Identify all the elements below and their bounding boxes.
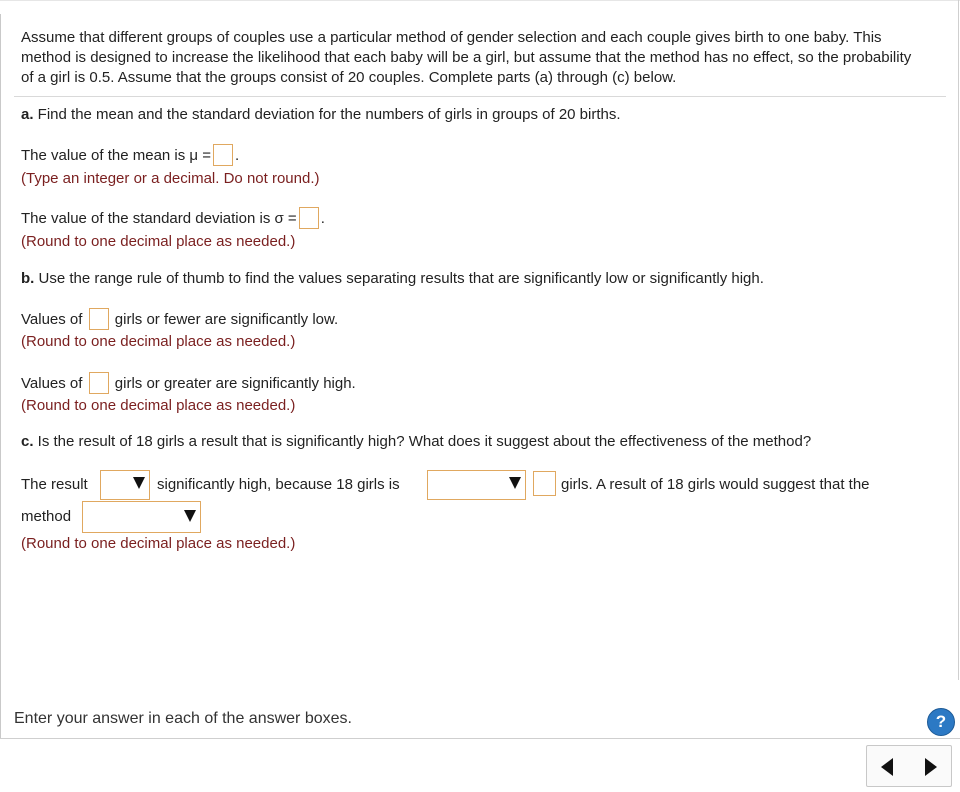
part-c-label: c. bbox=[21, 433, 34, 450]
part-a-label: a. bbox=[21, 106, 34, 123]
part-c-question bbox=[21, 432, 811, 452]
next-arrow-icon[interactable] bbox=[925, 758, 937, 776]
low-row bbox=[21, 309, 338, 331]
low-hint: (Round to one decimal place as needed.) bbox=[21, 333, 296, 350]
part-c-hint: (Round to one decimal place as needed.) bbox=[21, 535, 296, 552]
mean-input[interactable] bbox=[213, 144, 233, 166]
navigation-buttons bbox=[866, 745, 952, 787]
result-suffix: girls. A result of 18 girls would suggest that the bbox=[561, 476, 870, 493]
high-suffix: girls or greater are significantly high. bbox=[114, 374, 356, 392]
scrollbar-edge bbox=[958, 0, 959, 680]
footer-instruction: Enter your answer in each of the answer boxes. bbox=[14, 710, 352, 727]
window-top-border bbox=[0, 0, 960, 1]
sd-suffix: . bbox=[320, 209, 325, 227]
high-hint: (Round to one decimal place as needed.) bbox=[21, 397, 296, 414]
result-middle: significantly high, because 18 girls is bbox=[157, 476, 400, 493]
low-suffix: girls or fewer are significantly low. bbox=[114, 310, 339, 328]
mean-prefix: The value of the mean is μ = bbox=[21, 146, 211, 164]
comparison-value-input[interactable] bbox=[533, 471, 556, 496]
result-prefix: The result bbox=[21, 476, 88, 493]
low-input[interactable] bbox=[89, 308, 109, 330]
previous-arrow-icon[interactable] bbox=[881, 758, 893, 776]
divider bbox=[14, 96, 946, 97]
sd-hint: (Round to one decimal place as needed.) bbox=[21, 233, 296, 250]
help-button[interactable]: ? bbox=[927, 708, 955, 736]
window-left-border bbox=[0, 14, 1, 738]
high-prefix: Values of bbox=[21, 374, 83, 392]
low-prefix: Values of bbox=[21, 310, 83, 328]
part-a-text: Find the mean and the standard deviation for the numbers of girls in groups of 20 births. bbox=[33, 106, 621, 123]
sd-row bbox=[21, 208, 325, 230]
method-dropdown[interactable] bbox=[82, 501, 201, 533]
chevron-down-icon bbox=[133, 477, 145, 489]
mean-hint: (Type an integer or a decimal. Do not round.) bbox=[21, 170, 320, 187]
comparison-dropdown[interactable] bbox=[427, 470, 526, 500]
sd-prefix: The value of the standard deviation is σ = bbox=[21, 209, 297, 227]
part-b-label: b. bbox=[21, 270, 35, 287]
footer-divider bbox=[0, 738, 960, 739]
mean-suffix: . bbox=[235, 146, 240, 164]
is-isnot-dropdown[interactable] bbox=[100, 470, 150, 500]
part-c-text: Is the result of 18 girls a result that is significantly high? What does it suggest about the effectiveness of the method? bbox=[33, 433, 812, 450]
chevron-down-icon bbox=[509, 477, 521, 489]
part-b-text: Use the range rule of thumb to find the values separating results that are significantly low or significantly high. bbox=[34, 270, 764, 287]
high-input[interactable] bbox=[89, 372, 109, 394]
part-b-question bbox=[21, 269, 764, 289]
high-row bbox=[21, 373, 356, 395]
problem-statement: Assume that different groups of couples use a particular method of gender selection and each couple gives birth to one baby. This method is designed to increase the likelihood that each baby will be a girl, but assume that the method has no effect, so the probability of a girl is 0.5. Assume that the groups consist of 20 couples. Complete parts (a) through (c) below. bbox=[21, 29, 912, 86]
chevron-down-icon bbox=[184, 510, 196, 522]
part-a-question bbox=[21, 105, 621, 125]
sd-input[interactable] bbox=[299, 207, 319, 229]
mean-row bbox=[21, 145, 239, 167]
method-label: method bbox=[21, 508, 72, 525]
